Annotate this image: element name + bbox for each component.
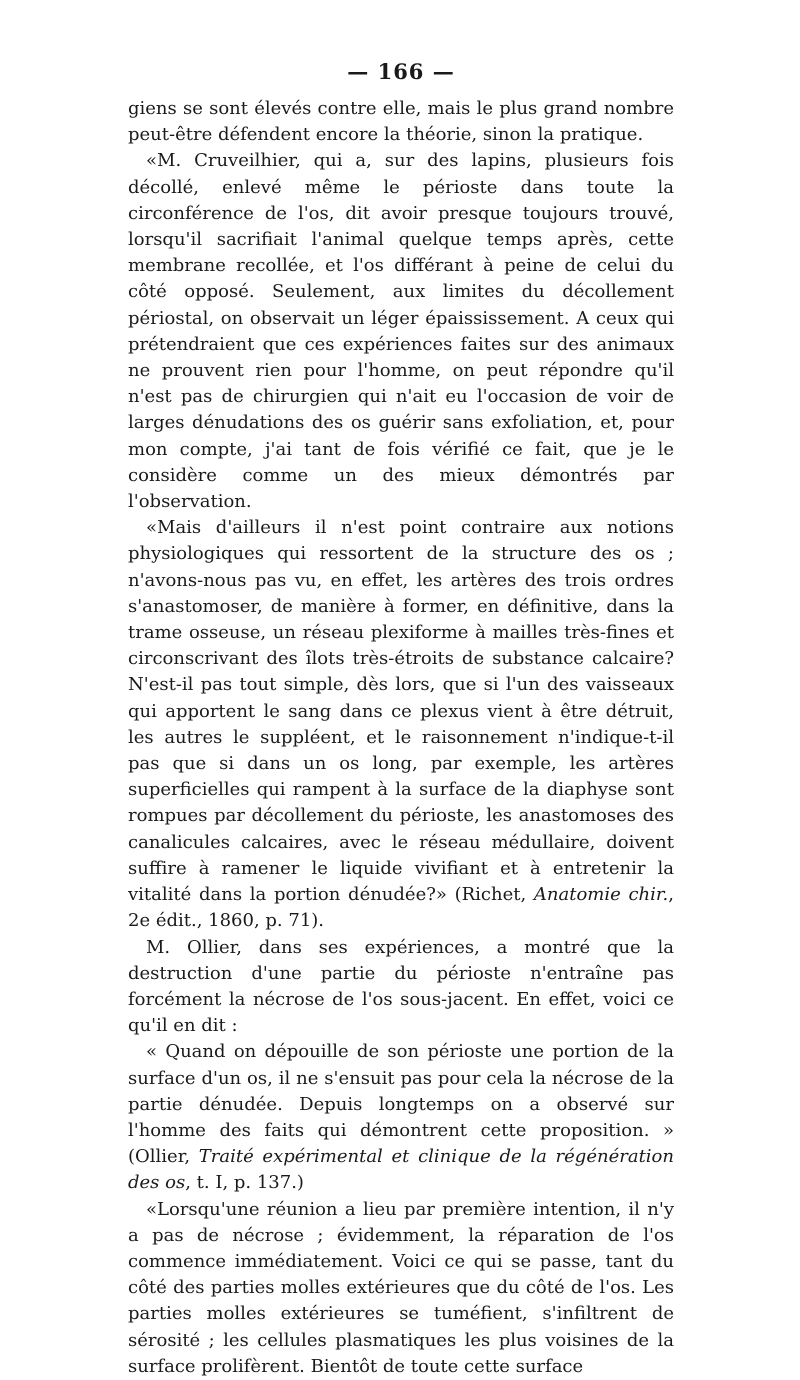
book-page — [128, 58, 674, 1380]
italic-citation: Anatomie chir. — [533, 884, 669, 906]
paragraph — [128, 96, 674, 148]
paragraph — [128, 1039, 674, 1196]
page-number: — 166 — — [347, 59, 455, 84]
paragraph — [128, 935, 674, 1040]
paragraph-text: «Mais d'ailleurs il n'est point contraire aux notions physiologiques qui ressortent de la structure des os ; n'avons-nous pas vu, en effet, les artères des trois ordres s'anastomoser, de manière à former, en définitive, dans la trame osseuse, un réseau plexiforme à mailles très-fines et circonscrivant des îlots très-étroits de substance calcaire? N'est-il pas tout simple, dès lors, que si l'un des vaisseaux qui apportent le sang dans ce plexus vient à être détruit, les autres le suppléent, et le raisonnement n'indique-t-il pas que si dans un os long, par exemple, les artères superficielles qui rampent à la surface de la diaphyse sont rompues par décollement du périoste, les anastomoses des canalicules calcaires, avec le réseau médullaire, doivent suffire à ramener le liquide vivifiant et à entretenir la vitalité dans la portion dénudée?» (Richet, — [128, 517, 674, 906]
paragraph-text: , 2e édit., 1860, p. 71). — [128, 884, 674, 932]
paragraph-text: «M. Cruveilhier, qui a, sur des lapins, plusieurs fois décollé, enlevé même le périoste dans toute la circonférence de l'os, dit avoir presque toujours trouvé, lorsqu'il sacrifiait l'animal quelque temps après, cette membrane recollée, et l'os différant à peine de celui du côté opposé. Seulement, aux limites du décollement périostal, on observait un léger épaississement. A ceux qui prétendraient que ces expériences faites sur des animaux ne prouvent rien pour l'homme, on peut répondre qu'il n'est pas de chirurgien qui n'ait eu l'occasion de voir de larges dénudations des os guérir sans exfoliation, et, pour mon compte, j'ai tant de fois vérifié ce fait, que je le considère comme un des mieux démontrés par l'observation. — [128, 150, 674, 513]
paragraph-text: «Lorsqu'une réunion a lieu par première intention, il n'y a pas de nécrose ; évidemment, la réparation de l'os commence immédiatement. Voici ce qui se passe, tant du côté des parties molles extérieures que du côté de l'os. Les parties molles extérieures se tuméfient, s'infiltrent de sérosité ; les cellules plasmatiques les plus voisines de la surface prolifèrent. Bientôt de toute cette surface — [128, 1198, 674, 1377]
paragraph-text: « Quand on dépouille de son périoste une portion de la surface d'un os, il ne s'ensuit pas pour cela la nécrose de la partie dénudée. Depuis longtemps on a observé sur l'homme des faits qui démontrent cette proposition. » (Ollier, — [128, 1041, 674, 1168]
paragraph-text: M. Ollier, dans ses expériences, a montré que la destruction d'une partie du périoste n'entraîne pas forcément la nécrose de l'os sous-jacent. En effet, voici ce qu'il en dit : — [128, 936, 674, 1037]
paragraph — [128, 148, 674, 515]
body-text — [128, 96, 674, 1380]
paragraph — [128, 1197, 674, 1380]
paragraph — [128, 515, 674, 934]
paragraph-text: giens se sont élevés contre elle, mais le plus grand nombre peut-être défendent encore la théorie, sinon la pratique. — [128, 98, 674, 146]
paragraph-text: , t. I, p. 137.) — [185, 1172, 304, 1194]
italic-citation: Traité expérimental et clinique de la régénération des os — [128, 1146, 674, 1194]
